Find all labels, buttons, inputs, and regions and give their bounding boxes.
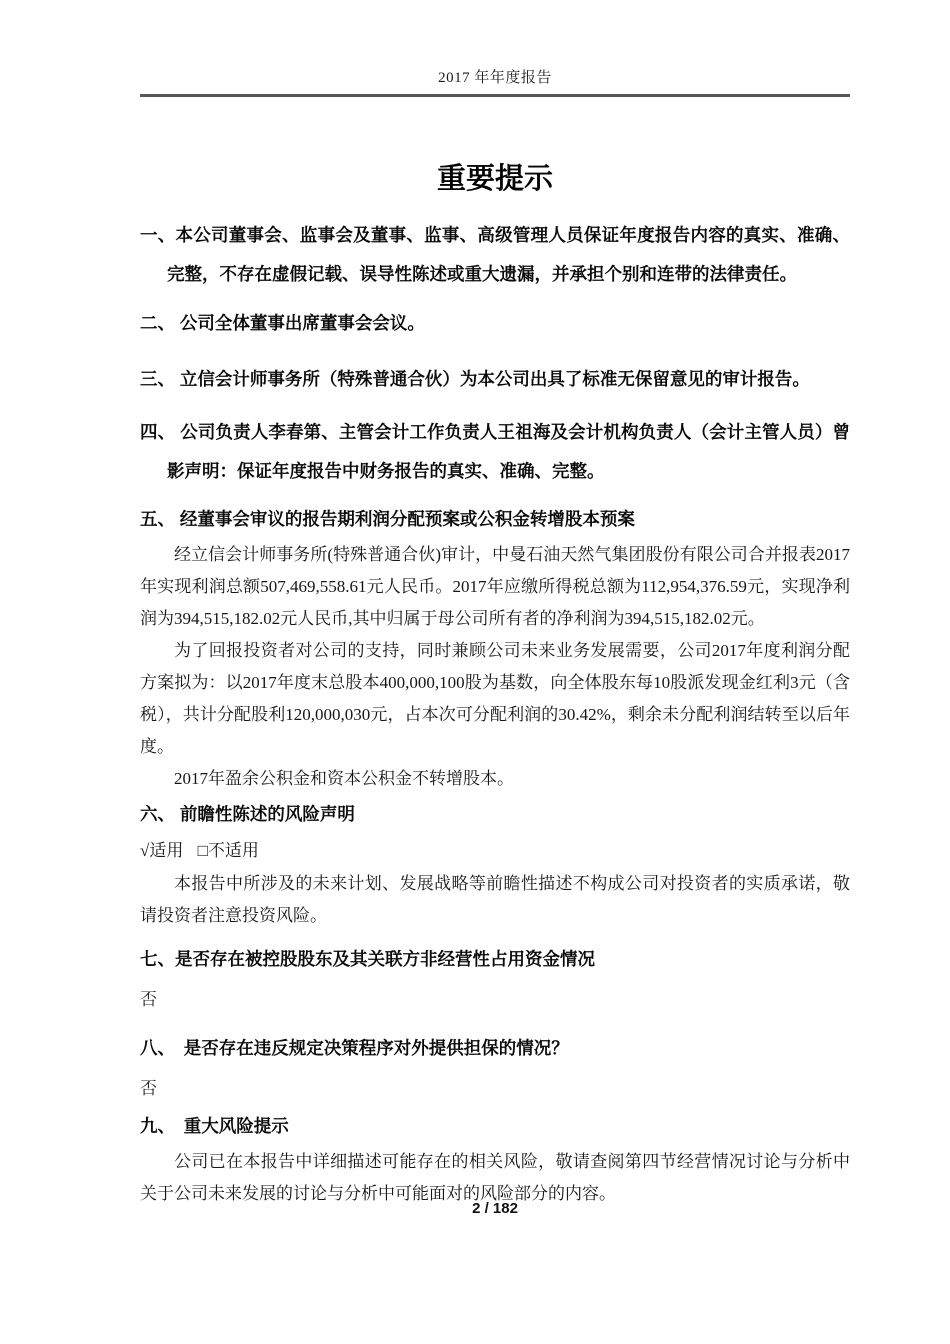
section-4-heading: 四、 公司负责人李春第、主管会计工作负责人王祖海及会计机构负责人（会计主管人员）曾影声明：保证年度报告中财务报告的真实、准确、完整。 [140,422,850,481]
section-3-heading: 三、 立信会计师事务所（特殊普通合伙）为本公司出具了标准无保留意见的审计报告。 [140,369,810,389]
section-1-heading: 一、本公司董事会、监事会及董事、监事、高级管理人员保证年度报告内容的真实、准确、完整，不存在虚假记载、误导性陈述或重大遗漏，并承担个别和连带的法律责任。 [140,225,850,284]
section-5-paragraph-2: 为了回报投资者对公司的支持，同时兼顾公司未来业务发展需要，公司2017年度利润分配方案拟为：以2017年度末总股本400,000,100股为基数，向全体股东每10股派发现金红利3元（含税），共计分配股利120,000,030元，占本次可分配利润的30.42%，剩余未分配利润结转至以后年度。 [140,641,850,756]
section-6-paragraph: 本报告中所涉及的未来计划、发展战略等前瞻性描述不构成公司对投资者的实质承诺，敬请投资者注意投资风险。 [140,874,850,925]
page-title: 重要提示 [436,163,553,195]
page-number: 2 / 182 [472,1200,518,1217]
section-7 [140,940,850,1016]
section-7-answer: 否 [140,990,157,1009]
applicable-option: √适用 [140,841,184,860]
section-9-heading: 九、 重大风险提示 [140,1116,289,1136]
section-9 [140,1107,850,1210]
not-applicable-option: □不适用 [197,841,259,860]
page-content [140,158,850,1210]
section-5-paragraph-1: 经立信会计师事务所(特殊普通合伙)审计，中曼石油天然气集团股份有限公司合并报表2017年实现利润总额507,469,558.61元人民币。2017年应缴所得税总额为112,954,376.59元，实现净利润为394,515,182.02元人民币,其中归属于母公司所有者的净利润为394,515,182.02元。 [140,545,850,628]
page-footer [140,1200,850,1218]
section-6-heading: 六、 前瞻性陈述的风险声明 [140,804,355,824]
section-2-heading: 二、 公司全体董事出席董事会会议。 [140,313,425,333]
page-header [140,68,850,97]
section-8-answer: 否 [140,1079,157,1098]
section-7-heading: 七、是否存在被控股股东及其关联方非经营性占用资金情况 [140,949,595,969]
section-5-paragraph-3: 2017年盈余公积金和资本公积金不转增股本。 [174,769,514,788]
applicability-line [140,834,850,868]
section-6 [140,795,850,932]
section-5-heading: 五、 经董事会审议的报告期利润分配预案或公积金转增股本预案 [140,509,635,529]
section-5 [140,500,850,795]
section-8-heading: 八、 是否存在违反规定决策程序对外提供担保的情况？ [140,1038,569,1058]
section-8 [140,1029,850,1105]
report-title: 2017 年年度报告 [438,70,552,86]
section-9-paragraph: 公司已在本报告中详细描述可能存在的相关风险，敬请查阅第四节经营情况讨论与分析中关于公司未来发展的讨论与分析中可能面对的风险部分的内容。 [140,1152,850,1203]
